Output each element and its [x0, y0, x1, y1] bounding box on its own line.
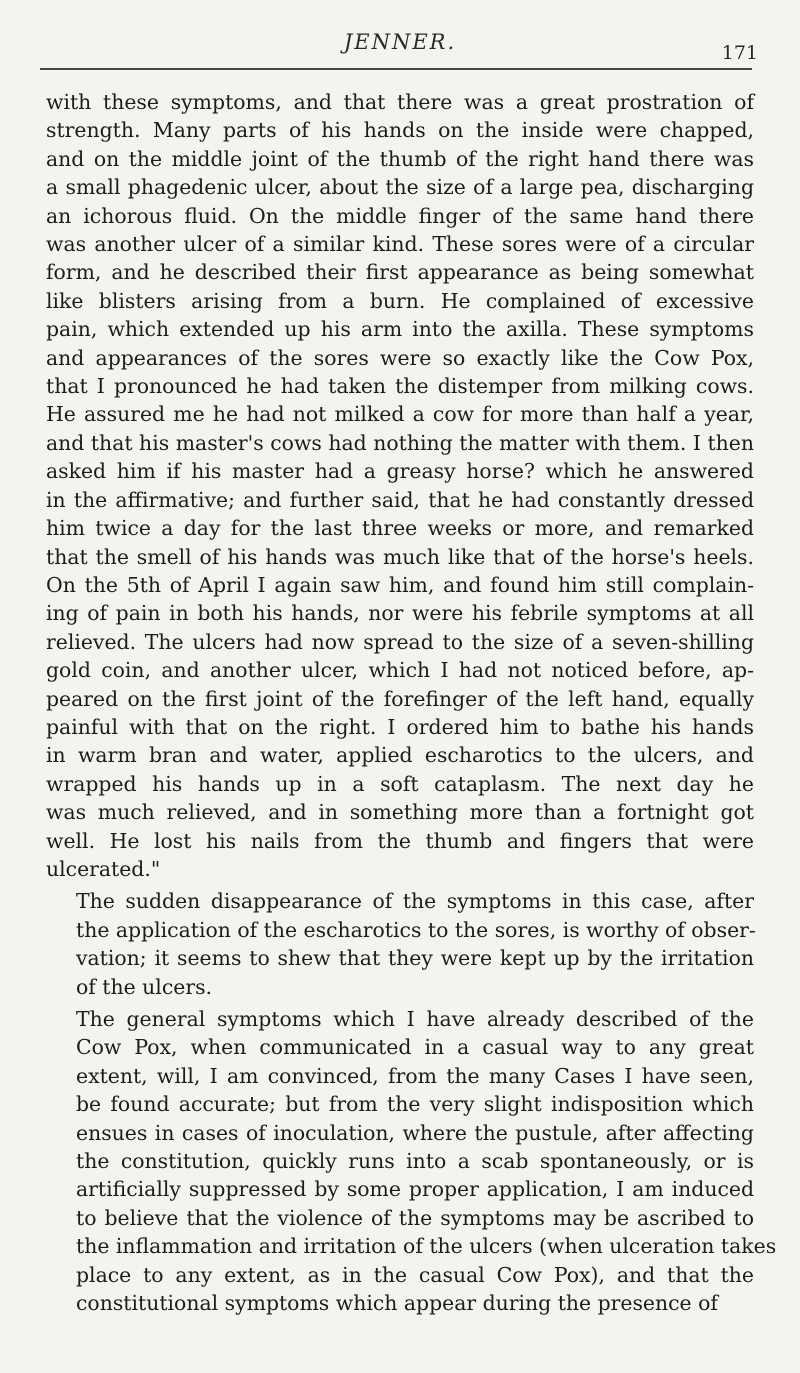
body-text: [46, 88, 777, 1317]
text-line: extent, will, I am convinced, from the many Cases I have seen,: [76, 1063, 754, 1088]
text-line: him twice a day for the last three weeks or more, and remarked: [46, 516, 754, 541]
text-line: with these symptoms, and that there was a great prostration of: [46, 90, 754, 114]
text-line: was another ulcer of a similar kind. These sores were of a circular: [46, 232, 754, 257]
header-rule: [40, 68, 752, 70]
text-line: that I pronounced he had taken the distemper from milking cows.: [46, 374, 754, 399]
text-line: a small phagedenic ulcer, about the size of a large pea, discharging: [46, 175, 754, 200]
text-line: He assured me he had not milked a cow for more than half a year,: [46, 402, 754, 427]
text-line: ing of pain in both his hands, nor were his febrile symptoms at all: [46, 601, 754, 626]
text-line: artificially suppressed by some proper application, I am induced: [76, 1177, 754, 1202]
text-line: place to any extent, as in the casual Cow Pox), and that the: [76, 1262, 754, 1287]
text-line: like blisters arising from a burn. He complained of excessive: [46, 288, 754, 313]
text-line: in warm bran and water, applied escharotics to the ulcers, and: [46, 743, 754, 768]
paragraph: [46, 1005, 777, 1317]
text-line: form, and he described their first appearance as being somewhat: [46, 260, 754, 285]
text-line: On the 5th of April I again saw him, and found him still complain-: [46, 572, 754, 597]
text-line: in the affirmative; and further said, that he had constantly dressed: [46, 487, 754, 512]
text-line: and that his master's cows had nothing the matter with them. I then: [46, 430, 754, 455]
text-line: asked him if his master had a greasy horse? which he answered: [46, 459, 754, 484]
text-line: constitutional symptoms which appear during the presence of: [76, 1291, 718, 1316]
text-line: an ichorous fluid. On the middle finger of the same hand there: [46, 203, 754, 228]
text-line: pain, which extended up his arm into the axilla. These symptoms: [46, 317, 754, 342]
text-line: be found accurate; but from the very slight indisposition which: [76, 1092, 754, 1117]
text-line: and appearances of the sores were so exactly like the Cow Pox,: [46, 345, 754, 370]
text-line: vation; it seems to shew that they were kept up by the irritation: [76, 946, 754, 971]
paragraph: [46, 887, 754, 1001]
text-line: the application of the escharotics to the sores, is worthy of obser-: [76, 917, 756, 942]
text-line: ensues in cases of inoculation, where the pustule, after affecting: [76, 1120, 754, 1145]
text-line: The sudden disappearance of the symptoms in this case, after: [76, 889, 754, 914]
running-title: JENNER.: [343, 30, 457, 54]
text-line: of the ulcers.: [76, 974, 213, 999]
text-line: well. He lost his nails from the thumb and fingers that were: [46, 828, 754, 853]
page-number: 171: [721, 42, 758, 64]
text-line: the constitution, quickly runs into a scab spontaneously, or is: [76, 1149, 754, 1174]
text-line: was much relieved, and in something more than a fortnight got: [46, 800, 754, 825]
text-line: ulcerated.": [46, 856, 161, 881]
text-line: the inflammation and irritation of the ulcers (when ulceration takes: [76, 1234, 777, 1259]
text-line: to believe that the violence of the symptoms may be ascribed to: [76, 1205, 754, 1230]
text-line: peared on the first joint of the forefinger of the left hand, equally: [46, 686, 754, 711]
text-line: Cow Pox, when communicated in a casual way to any great: [76, 1035, 754, 1060]
text-line: and on the middle joint of the thumb of the right hand there was: [46, 146, 754, 171]
text-line: wrapped his hands up in a soft cataplasm. The next day he: [46, 771, 754, 796]
text-line: painful with that on the right. I ordered him to bathe his hands: [46, 714, 754, 739]
paragraph: [46, 88, 754, 883]
text-line: The general symptoms which I have already described of the: [76, 1007, 754, 1031]
text-line: relieved. The ulcers had now spread to the size of a seven-shilling: [46, 629, 754, 654]
text-line: gold coin, and another ulcer, which I had not noticed before, ap-: [46, 658, 754, 683]
text-line: that the smell of his hands was much like that of the horse's heels.: [46, 544, 754, 569]
text-line: strength. Many parts of his hands on the inside were chapped,: [46, 118, 754, 143]
